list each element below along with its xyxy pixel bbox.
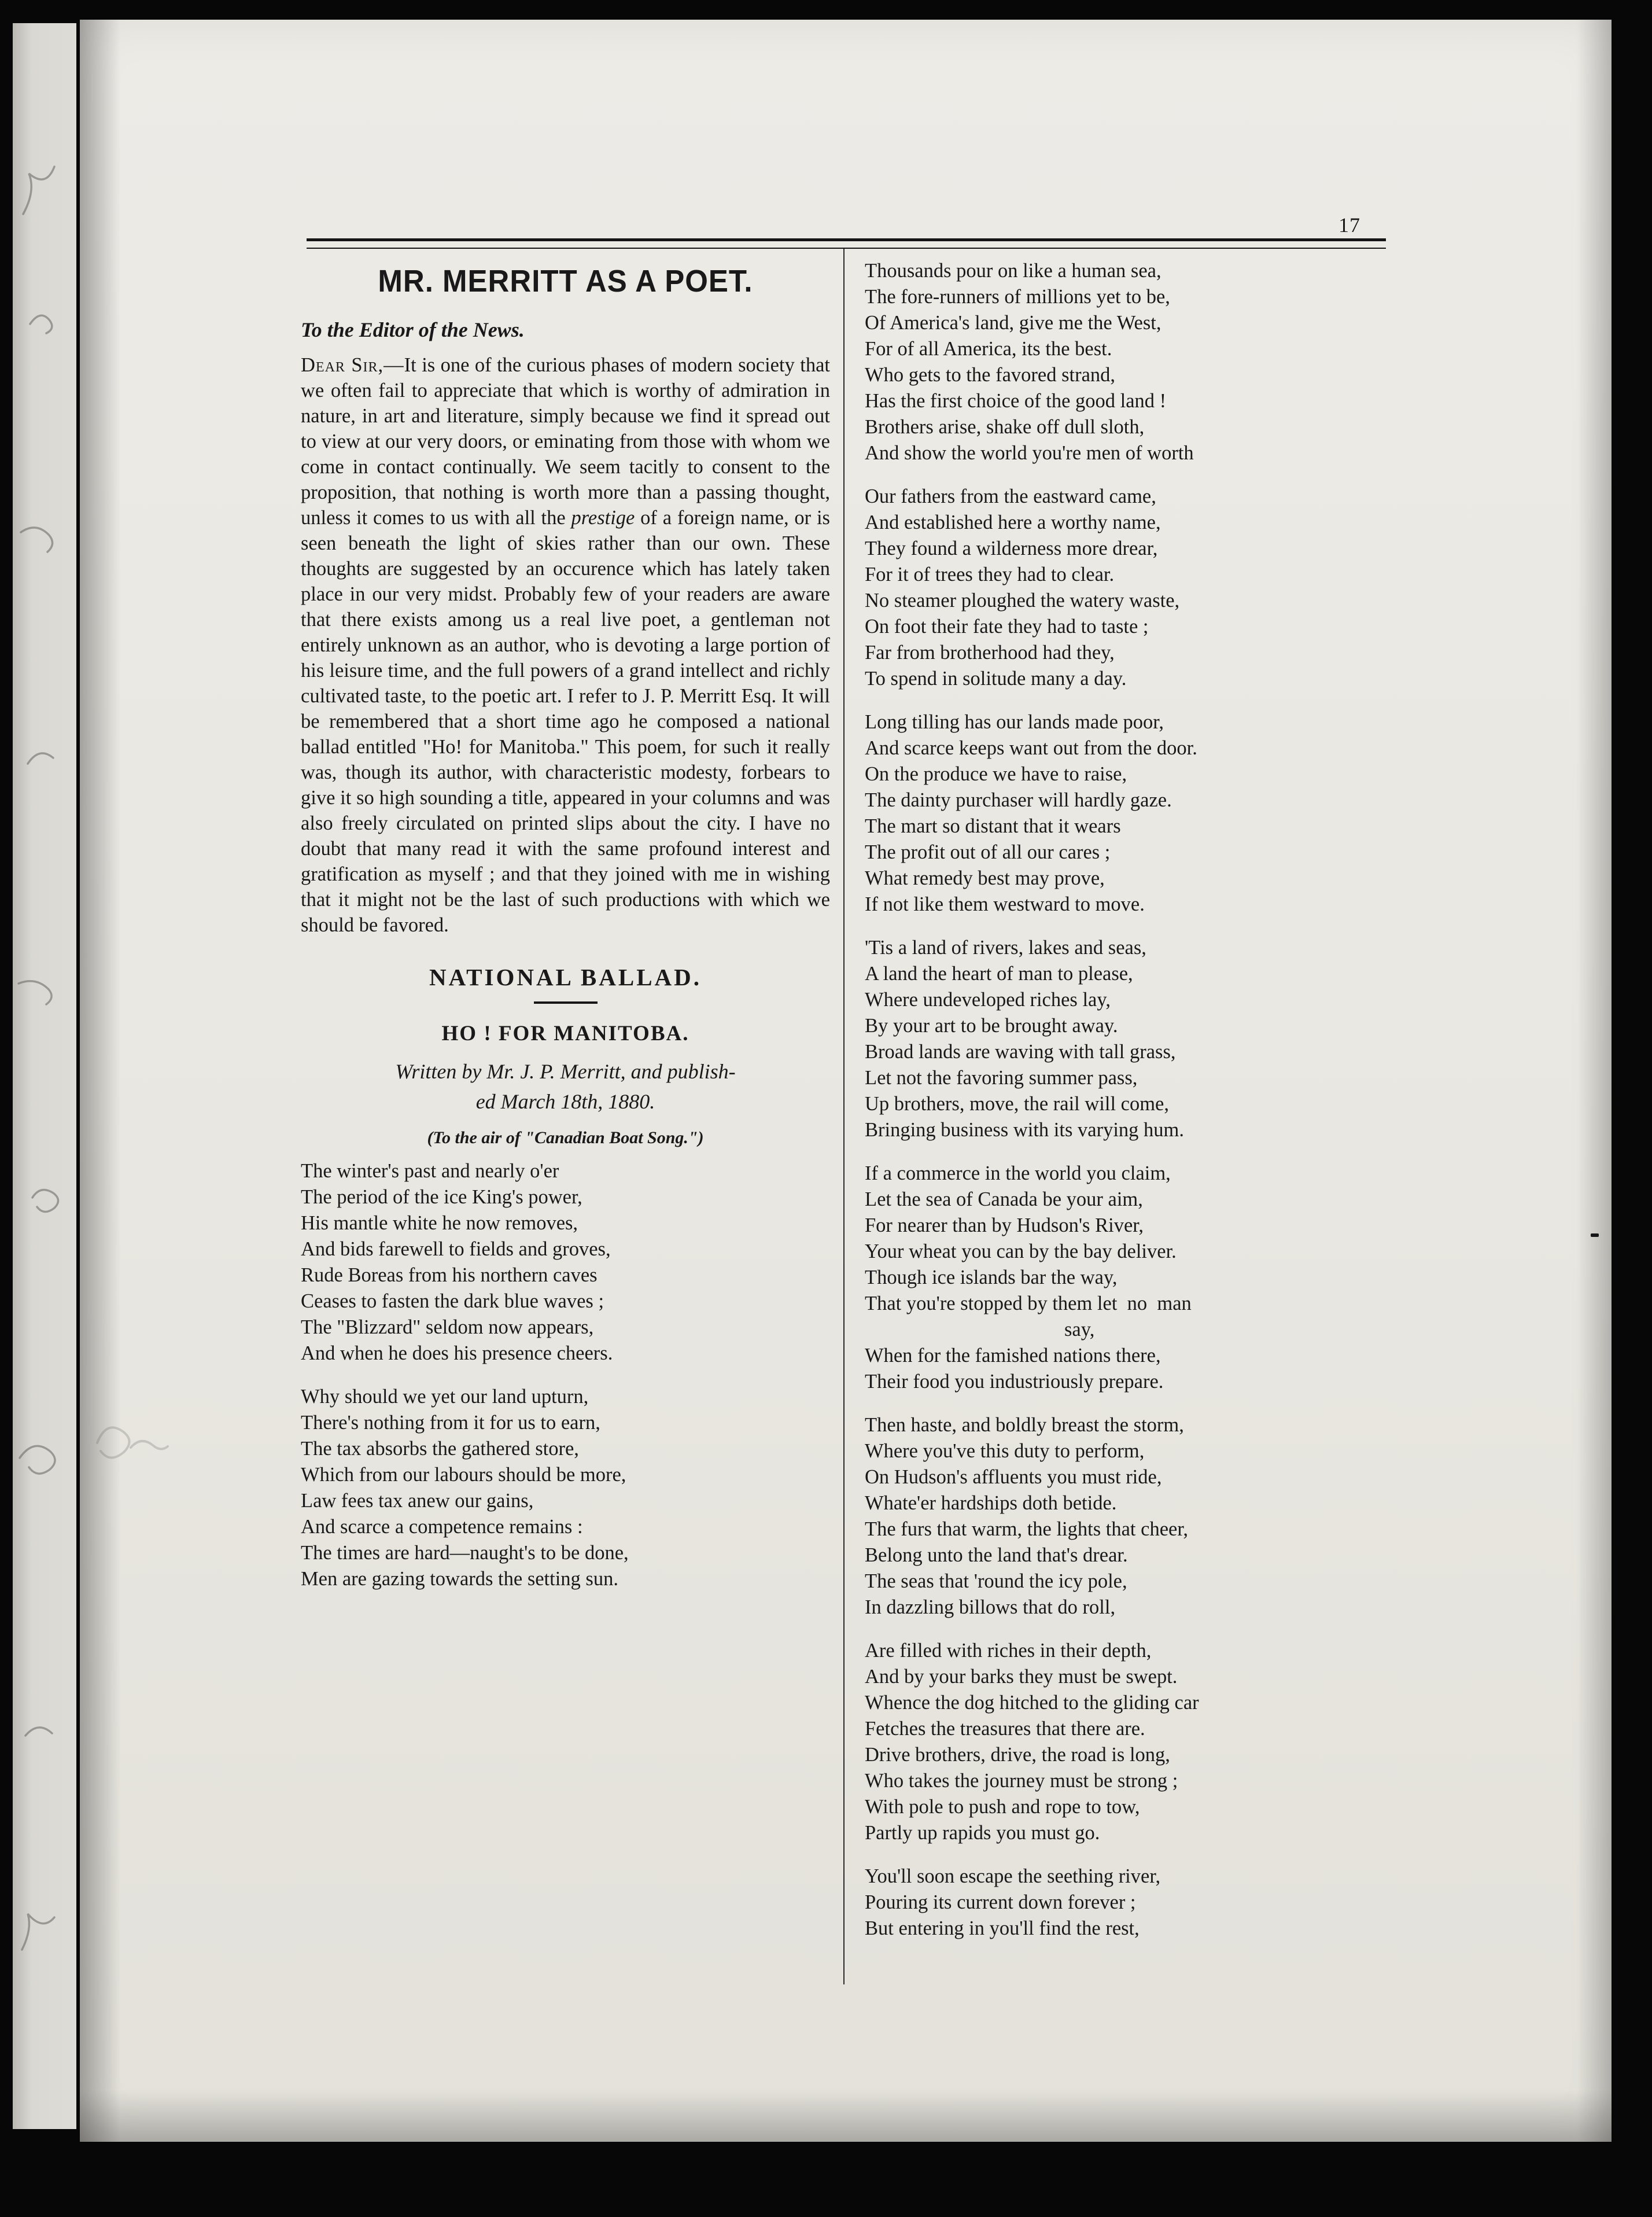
poem-line: Broad lands are waving with tall grass,: [865, 1041, 1176, 1063]
poem-line: Thousands pour on like a human sea,: [865, 260, 1161, 282]
ballad-stanza: [865, 258, 1388, 466]
poem-line: You'll soon escape the seething river,: [865, 1865, 1161, 1887]
poem-line: The seas that 'round the icy pole,: [865, 1570, 1127, 1592]
ballad-stanza: [865, 1638, 1388, 1846]
poem-line: Rude Boreas from his northern caves: [301, 1264, 598, 1286]
poem-line: 'Tis a land of rivers, lakes and seas,: [865, 937, 1146, 959]
poem-line: Whence the dog hitched to the gliding car: [865, 1692, 1199, 1714]
poem-line: They found a wilderness more drear,: [865, 537, 1158, 559]
poem-line: For it of trees they had to clear.: [865, 564, 1115, 585]
poem-line: Where you've this duty to perform,: [865, 1440, 1145, 1462]
poem-line: Of America's land, give me the West,: [865, 312, 1161, 334]
heading-rule: [534, 1001, 598, 1004]
ballad-title: HO ! FOR MANITOBA.: [441, 1022, 689, 1045]
article-body-part1: It is one of the curious phases of modern society that we often fail to appreciate that which is worthy of admiration in nature, in art and literature, simply because we find it spread out to view at our very doors, or eminating from those with whom we come in contact continually. We seem tacitly to consent to the proposition, that nothing is worth more than a passing thought, unless it comes to us with all the: [301, 354, 830, 529]
scan-speck: [1591, 1233, 1599, 1237]
poem-line: Belong unto the land that's drear.: [865, 1544, 1128, 1566]
poem-line: ed March 18th, 1880.: [475, 1090, 655, 1113]
poem-line: Partly up rapids you must go.: [865, 1822, 1100, 1844]
poem-line: Drive brothers, drive, the road is long,: [865, 1744, 1170, 1766]
poem-line: Has the first choice of the good land !: [865, 390, 1167, 412]
poem-line: On the produce we have to raise,: [865, 763, 1127, 785]
poem-line: No steamer ploughed the watery waste,: [865, 590, 1180, 612]
poem-line: Who gets to the favored strand,: [865, 364, 1116, 386]
ballad-air-note: (To the air of "Canadian Boat Song."): [427, 1128, 704, 1147]
ballad-stanza: [865, 709, 1388, 918]
poem-line: Long tilling has our lands made poor,: [865, 711, 1164, 733]
poem-line: And bids farewell to fields and groves,: [301, 1238, 611, 1260]
article-body-italic-word: prestige: [571, 507, 635, 529]
poem-line: The dainty purchaser will hardly gaze.: [865, 789, 1172, 811]
poem-line: On Hudson's affluents you must ride,: [865, 1466, 1162, 1488]
poem-line: Why should we yet our land upturn,: [301, 1386, 589, 1408]
poem-line: The profit out of all our cares ;: [865, 841, 1111, 863]
paper-right-shade: [1577, 20, 1612, 2142]
poem-line: The "Blizzard" seldom now appears,: [301, 1316, 594, 1338]
poem-line: say,: [865, 1319, 1095, 1340]
ballad-stanza: [865, 484, 1388, 692]
poem-line: Let the sea of Canada be your aim,: [865, 1188, 1143, 1210]
ballad-stanza: [865, 1412, 1388, 1621]
poem-line: On foot their fate they had to taste ;: [865, 616, 1149, 638]
poem-line: Men are gazing towards the setting sun.: [301, 1568, 618, 1590]
header-double-rule: [307, 238, 1386, 249]
ballad-byline: [301, 1056, 830, 1117]
national-ballad-heading: NATIONAL BALLAD.: [429, 964, 702, 990]
poem-line: The period of the ice King's power,: [301, 1186, 582, 1208]
poem-line: The tax absorbs the gathered store,: [301, 1438, 579, 1460]
poem-line: The times are hard—naught's to be done,: [301, 1542, 629, 1564]
poem-line: To spend in solitude many a day.: [865, 668, 1127, 690]
poem-line: Their food you industriously prepare.: [865, 1371, 1164, 1393]
poem-line: Written by Mr. J. P. Merritt, and publish-: [395, 1060, 736, 1083]
poem-line: The fore-runners of millions yet to be,: [865, 286, 1170, 308]
poem-line: When for the famished nations there,: [865, 1345, 1161, 1367]
poem-line: Fetches the treasures that there are.: [865, 1718, 1145, 1740]
poem-line: The furs that warm, the lights that cheer,: [865, 1518, 1189, 1540]
poem-line: There's nothing from it for us to earn,: [301, 1412, 600, 1434]
poem-line: In dazzling billows that do roll,: [865, 1596, 1116, 1618]
poem-line: And scarce a competence remains :: [301, 1516, 583, 1538]
poem-line: Law fees tax anew our gains,: [301, 1490, 534, 1512]
poem-line: Our fathers from the eastward came,: [865, 485, 1156, 507]
poem-line: But entering in you'll find the rest,: [865, 1917, 1140, 1939]
poem-line: Brothers arise, shake off dull sloth,: [865, 416, 1145, 438]
left-column: [301, 264, 830, 1610]
poem-line: Where undeveloped riches lay,: [865, 989, 1111, 1011]
right-column: [865, 258, 1388, 1959]
poem-line: If a commerce in the world you claim,: [865, 1162, 1171, 1184]
poem-line: Are filled with riches in their depth,: [865, 1640, 1152, 1662]
ballad-stanza: [865, 935, 1388, 1143]
handwriting-marks-icon: [13, 23, 76, 2129]
poem-line: Whate'er hardships doth betide.: [865, 1492, 1117, 1514]
ballad-stanza: [865, 1161, 1388, 1395]
poem-line: The winter's past and nearly o'er: [301, 1160, 559, 1182]
poem-line: And show the world you're men of worth: [865, 442, 1194, 464]
poem-line: And when he does his presence cheers.: [301, 1342, 613, 1364]
poem-line: Who takes the journey must be strong ;: [865, 1770, 1178, 1792]
poem-line: A land the heart of man to please,: [865, 963, 1133, 985]
poem-line: With pole to push and rope to tow,: [865, 1796, 1140, 1818]
poem-line: What remedy best may prove,: [865, 867, 1105, 889]
poem-line: Let not the favoring summer pass,: [865, 1067, 1138, 1089]
column-divider-rule: [843, 249, 845, 1984]
poem-line: Bringing business with its varying hum.: [865, 1119, 1184, 1141]
poem-line: Up brothers, move, the rail will come,: [865, 1093, 1169, 1115]
poem-line: And established here a worthy name,: [865, 511, 1161, 533]
poem-line: And by your barks they must be swept.: [865, 1666, 1178, 1688]
margin-handwriting-icon: [86, 1373, 184, 1547]
page-number: 17: [1338, 213, 1360, 237]
ballad-stanza: [301, 1158, 830, 1367]
article-body-part2: of a foreign name, or is seen beneath the light of skies rather than our own. These thoughts are suggested by an occurence which has lately taken place in our very midst. Probably few of your readers are aware that there exists among us a real live poet, a gentleman not entirely unknown as an author, who is devoting a large portion of his leisure time, and the full powers of a grand intellect and richly cultivated taste, to the poetic art. I refer to J. P. Merritt Esq. It will be remembered that a short time ago he composed a national ballad entitled "Ho! for Manitoba." This poem, for such it really was, though its author, with characteristic modesty, forbears to give it so high sounding a title, appeared in your columns and was also freely circulated on printed slips about the city. I have no doubt that many read it with the same profound interest and gratification as myself ; and that they joined with me in wishing that it might not be the last of such productions with which we should be favored.: [301, 507, 830, 936]
poem-line: Though ice islands bar the way,: [865, 1266, 1118, 1288]
poem-line: The mart so distant that it wears: [865, 815, 1121, 837]
poem-line: Far from brotherhood had they,: [865, 642, 1115, 664]
poem-line: Then haste, and boldly breast the storm,: [865, 1414, 1184, 1436]
poem-line: That you're stopped by them let no man: [865, 1292, 1192, 1314]
poem-line: His mantle white he now removes,: [301, 1212, 578, 1234]
poem-line: Pouring its current down forever ;: [865, 1891, 1136, 1913]
ballad-stanza: [301, 1384, 830, 1592]
ballad-stanza: [865, 1864, 1388, 1942]
article-body-lead: Dear Sir,—: [301, 354, 404, 376]
poem-line: For of all America, its the best.: [865, 338, 1112, 360]
poem-line: Your wheat you can by the bay deliver.: [865, 1240, 1177, 1262]
article-salutation: To the Editor of the News.: [301, 318, 525, 341]
poem-line: Which from our labours should be more,: [301, 1464, 626, 1486]
article-body: [301, 352, 830, 938]
article-title: MR. MERRITT AS A POET.: [378, 263, 753, 299]
page-paper: [80, 20, 1612, 2142]
adjacent-page-edge: [13, 23, 76, 2129]
poem-line: For nearer than by Hudson's River,: [865, 1214, 1144, 1236]
poem-line: By your art to be brought away.: [865, 1015, 1118, 1037]
poem-line: Ceases to fasten the dark blue waves ;: [301, 1290, 604, 1312]
poem-line: If not like them westward to move.: [865, 893, 1145, 915]
poem-line: And scarce keeps want out from the door.: [865, 737, 1197, 759]
